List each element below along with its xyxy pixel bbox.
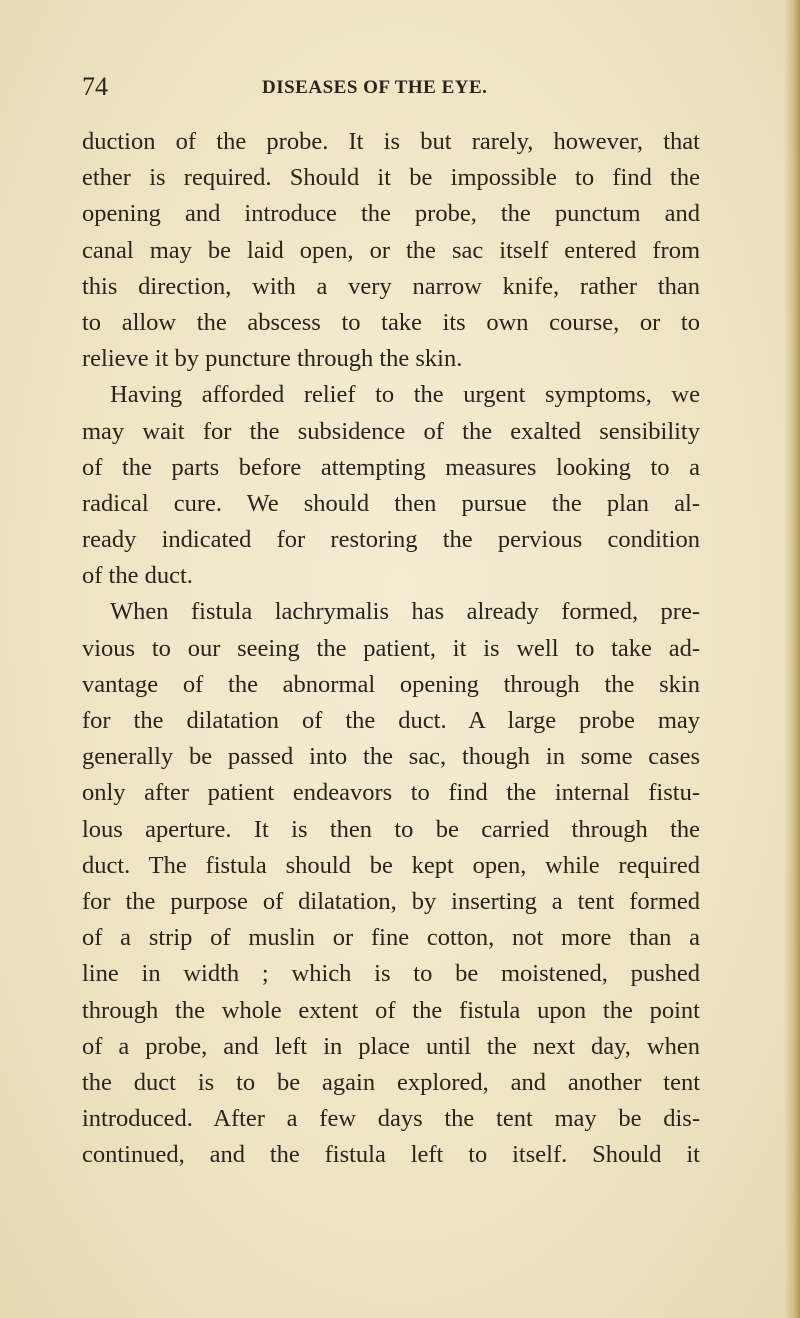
text-line: of a strip of muslin or fine cotton, not more than a [82,924,700,952]
text-line: of a probe, and left in place until the next day, when [82,1032,700,1060]
text-line: radical cure. We should then pursue the plan al- [82,489,700,517]
text-line: When fistula lachrymalis has already formed, pre- [110,598,700,626]
text-line: ether is required. Should it be impossible to find the [82,164,700,192]
text-line: for the purpose of dilatation, by inserting a tent formed [82,887,700,915]
text-line: of the parts before attempting measures looking to a [82,453,700,481]
text-line: duction of the probe. It is but rarely, however, that [82,128,700,155]
text-line: vious to our seeing the patient, it is well to take ad- [82,634,700,662]
text-line: generally be passed into the sac, though in some cases [82,743,700,771]
text-line: for the dilatation of the duct. A large probe may [82,707,700,734]
text-line: ready indicated for restoring the pervious condition [82,526,700,554]
text-line: this direction, with a very narrow knife, rather than [82,272,700,300]
text-line: canal may be laid open, or the sac itself entered from [82,236,700,264]
running-head [82,72,702,102]
running-title: DISEASES OF THE EYE. [262,77,488,98]
text-line: only after patient endeavors to find the internal fistu- [82,779,700,807]
text-line: the duct is to be again explored, and another tent [82,1068,700,1096]
text-line: through the whole extent of the fistula upon the point [82,996,700,1024]
text-line: vantage of the abnormal opening through the skin [82,670,700,698]
text-line: lous aperture. It is then to be carried through the [82,815,700,843]
text-line: introduced. After a few days the tent may be dis- [82,1105,700,1133]
page-number: 74 [82,72,108,101]
page-edge [784,0,800,1318]
body-text [82,124,700,1173]
text-line: line in width ; which is to be moistened, pushed [82,960,700,988]
text-line: duct. The fistula should be kept open, while required [82,851,700,879]
text-line: relieve it by puncture through the skin. [82,345,463,373]
text-line: to allow the abscess to take its own course, or to [82,308,700,336]
text-line: Having afforded relief to the urgent symptoms, we [110,381,700,409]
text-line: opening and introduce the probe, the punctum and [82,200,700,228]
text-line: continued, and the fistula left to itself. Should it [82,1141,700,1169]
text-line: of the duct. [82,562,193,590]
text-line: may wait for the subsidence of the exalted sensibility [82,417,700,445]
